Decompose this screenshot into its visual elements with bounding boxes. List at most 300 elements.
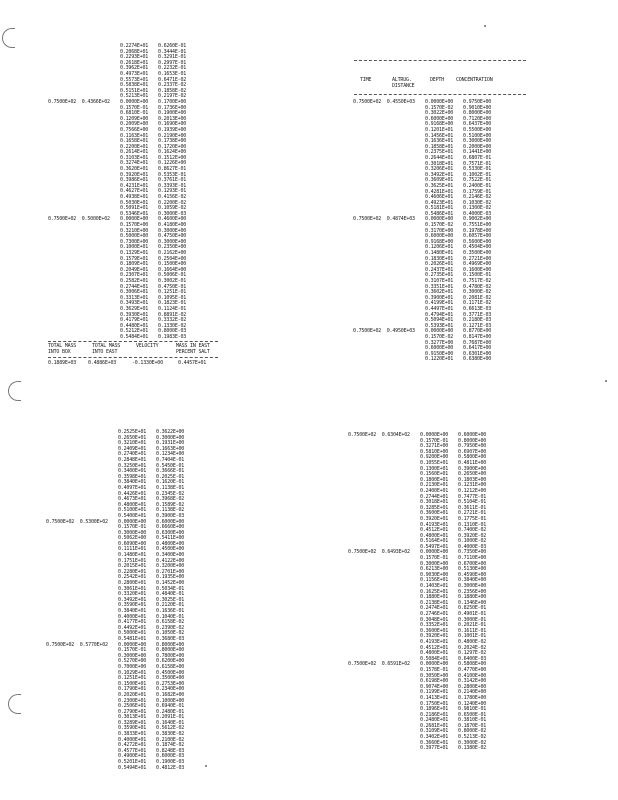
depth-value: 0.3840E+01 xyxy=(118,479,147,486)
concentration-value: 0.1293E-01 xyxy=(158,188,187,195)
concentration-value: 0.3444E-01 xyxy=(158,48,187,55)
concentration-value: 0.2356E+00 xyxy=(458,588,487,595)
depth-value: 0.2138E+01 xyxy=(420,599,449,606)
concentration-value: 0.1000E-02 xyxy=(458,538,487,545)
group-label: 0.7500E+02 0.4950E+03 xyxy=(353,328,415,335)
concentration-value: 0.8627E-01 xyxy=(158,166,187,173)
concentration-value: 0.3000E-02 xyxy=(463,289,492,296)
concentration-value: 0.1226E+00 xyxy=(158,160,187,167)
depth-value: 0.9200E+00 xyxy=(420,454,449,461)
concentration-value: 0.1059E-02 xyxy=(158,205,187,212)
concentration-value: 0.1297E-02 xyxy=(458,650,487,657)
depth-value: 0.3107E+01 xyxy=(425,278,454,284)
depth-value: 0.4800E+01 xyxy=(420,532,449,539)
depth-value: 0.3900E+01 xyxy=(425,294,454,301)
concentration-value: 0.7404E-01 xyxy=(156,456,185,463)
depth-value: 0.5212E+01 xyxy=(120,328,149,335)
concentration-value: 0.1935E+00 xyxy=(156,574,185,581)
depth-value: 0.2200E+01 xyxy=(120,143,149,150)
concentration-value: 0.5104E-01 xyxy=(458,499,487,506)
concentration-value: 0.1380E-02 xyxy=(458,745,487,752)
depth-value: 0.1800E+01 xyxy=(420,476,449,483)
depth-value: 0.5400E+01 xyxy=(118,512,147,519)
concentration-value: 0.6000E+00 xyxy=(156,518,185,525)
depth-value: 0.5494E+01 xyxy=(118,764,147,771)
depth-value: 0.2681E+01 xyxy=(420,722,449,729)
concentration-value: 0.2480E-01 xyxy=(156,708,185,715)
concentration-value: 0.3761E-01 xyxy=(158,177,187,184)
concentration-value: 0.1500E-01 xyxy=(463,272,492,279)
depth-value: 0.2644E+01 xyxy=(425,154,454,161)
concentration-value: 0.6500E-01 xyxy=(458,711,487,718)
concentration-value: 0.1000E+00 xyxy=(156,697,185,704)
depth-value: 0.3289E+01 xyxy=(118,719,147,726)
concentration-value: 0.2081E-02 xyxy=(463,294,492,301)
concentration-value: 0.8000E+00 xyxy=(156,641,185,648)
concentration-value: 0.5034E-01 xyxy=(156,585,185,592)
depth-value: 0.6090E+00 xyxy=(118,540,147,547)
concentration-value: 0.1983E-03 xyxy=(158,333,187,340)
depth-value: 0.4973E+01 xyxy=(120,70,149,77)
depth-value: 0.3277E+00 xyxy=(425,339,454,346)
concentration-value: 0.3025E-01 xyxy=(156,596,185,603)
depth-value: 0.3250E+01 xyxy=(118,462,147,469)
depth-value: 0.5164E+01 xyxy=(420,538,449,545)
concentration-value: 0.1441E+00 xyxy=(463,149,492,156)
concentration-value: 0.9002E+00 xyxy=(463,216,492,223)
concentration-value: 0.3000E+00 xyxy=(158,227,187,234)
concentration-value: 0.1251E-01 xyxy=(158,289,187,296)
depth-value: 0.3000E+00 xyxy=(420,560,449,567)
concentration-value: 0.4100E+00 xyxy=(458,672,487,679)
depth-value: 0.1570E-01 xyxy=(420,555,449,562)
concentration-value: 0.3393E-01 xyxy=(158,182,187,189)
summary-rule xyxy=(48,341,218,342)
depth-value: 0.2015E+01 xyxy=(118,563,147,570)
concentration-value: 0.8770E+00 xyxy=(463,328,492,335)
depth-value: 0.1625E+01 xyxy=(420,588,449,595)
concentration-value: 0.1664E+00 xyxy=(158,266,187,273)
concentration-value: 0.7800E+00 xyxy=(156,652,185,659)
depth-value: 0.3930E+01 xyxy=(120,311,149,318)
depth-value: 0.3602E+01 xyxy=(425,289,454,296)
depth-value: 0.5838E+01 xyxy=(120,82,149,89)
concentration-value: 0.3622E+00 xyxy=(156,429,185,435)
depth-value: 0.5497E+01 xyxy=(420,543,449,550)
depth-value: 0.4193E+01 xyxy=(420,638,449,645)
concentration-value: 0.1600E+00 xyxy=(463,266,492,273)
concentration-value: 0.3002E-01 xyxy=(158,277,187,284)
concentration-value: 0.7522E-01 xyxy=(463,177,492,184)
concentration-value: 0.1611E-01 xyxy=(458,627,487,634)
depth-value: 0.1480E+01 xyxy=(425,250,454,257)
depth-value: 0.4097E+01 xyxy=(118,484,147,491)
concentration-value: 0.4969E+00 xyxy=(463,261,492,268)
depth-value: 0.2009E+00 xyxy=(120,121,149,128)
depth-value: 0.9074E+00 xyxy=(420,683,449,690)
concentration-value: 0.1663E+00 xyxy=(156,445,185,452)
depth-value: 0.3351E+01 xyxy=(425,283,454,290)
binder-ring-top xyxy=(2,28,15,48)
concentration-value: 0.6380E+00 xyxy=(463,356,492,363)
concentration-value: 0.2345E-02 xyxy=(156,490,185,497)
summary-header: TOTAL MASS INTO BOX xyxy=(48,343,77,355)
summary-value: 0.4886E+03 xyxy=(88,360,117,366)
concentration-value: 0.8000E+00 xyxy=(156,647,185,654)
group-label: 0.7500E+02 0.6493E+02 xyxy=(348,549,410,556)
depth-value: 0.5810E+00 xyxy=(420,448,449,455)
depth-value: 0.1896E+01 xyxy=(420,706,449,713)
concentration-value: 0.3830E-02 xyxy=(156,731,185,738)
data-row xyxy=(48,335,198,341)
concentration-value: 0.6417E+00 xyxy=(463,345,492,352)
depth-value: 0.3625E+01 xyxy=(425,182,454,189)
depth-value: 0.2409E+01 xyxy=(118,445,147,452)
concentration-value: 0.7950E+00 xyxy=(458,443,487,450)
concentration-value: 0.2180E-03 xyxy=(463,317,492,324)
concentration-value: 0.1874E-02 xyxy=(156,742,185,749)
concentration-value: 0.1346E+00 xyxy=(458,599,487,606)
depth-value: 0.1570E-02 xyxy=(425,333,454,340)
depth-value: 0.3000E+00 xyxy=(118,529,147,536)
group-label: 0.7500E+02 0.4366E+02 xyxy=(48,98,110,105)
depth-value: 0.4627E+01 xyxy=(120,188,149,195)
depth-value: 0.5062E+00 xyxy=(118,535,147,542)
depth-value: 0.2614E+01 xyxy=(120,149,149,156)
depth-value: 0.3050E+00 xyxy=(420,672,449,679)
depth-value: 0.1329E+01 xyxy=(120,249,149,256)
depth-value: 0.1858E+01 xyxy=(425,143,454,150)
group-label: 0.7500E+02 0.5300E+02 xyxy=(46,518,108,525)
summary-header: TOTAL MASS INTO EAST xyxy=(92,343,121,355)
concentration-value: 0.2753E+00 xyxy=(156,680,185,687)
concentration-value: 0.3200E+00 xyxy=(156,563,185,570)
concentration-value: 0.1931E+00 xyxy=(156,440,185,447)
depth-value: 0.1750E+01 xyxy=(420,700,449,707)
concentration-value: 0.3000E+00 xyxy=(463,138,492,145)
depth-value: 0.3402E+01 xyxy=(420,734,449,741)
concentration-value: 0.7551E+00 xyxy=(463,222,492,229)
depth-value: 0.6000E+00 xyxy=(425,345,454,352)
depth-value: 0.3590E+01 xyxy=(118,725,147,732)
concentration-value: 0.8000E+00 xyxy=(463,110,492,117)
concentration-value: 0.4180E+00 xyxy=(158,222,187,228)
concentration-value: 0.4840E-01 xyxy=(156,591,185,598)
concentration-value: 0.1978E+00 xyxy=(463,227,492,234)
group-label: 0.7500E+02 0.4550E+03 xyxy=(353,99,415,105)
depth-value: 0.5393E+01 xyxy=(425,322,454,329)
depth-value: 0.1413E+01 xyxy=(420,694,449,701)
depth-value: 0.6198E+00 xyxy=(420,678,449,685)
concentration-value: 0.1653E-01 xyxy=(158,70,187,77)
speck xyxy=(205,765,207,767)
concentration-value: 0.4156E-02 xyxy=(158,194,187,201)
depth-value: 0.2068E+01 xyxy=(120,48,149,55)
depth-value: 0.3600E+01 xyxy=(420,510,449,517)
header-rule xyxy=(354,60,526,61)
concentration-value: 0.8147E+00 xyxy=(463,333,492,340)
concentration-value: 0.5130E+00 xyxy=(458,566,487,573)
depth-value: 0.3210E+01 xyxy=(118,440,147,447)
concentration-value: 0.1640E-01 xyxy=(156,719,185,726)
group-label: 0.7500E+02 0.5000E+02 xyxy=(48,216,110,223)
concentration-value: 0.1690E+00 xyxy=(158,121,187,128)
depth-value: 0.2744E+01 xyxy=(120,283,149,290)
depth-value: 0.3018E+01 xyxy=(420,499,449,506)
concentration-value: 0.7477E-01 xyxy=(458,493,487,500)
depth-value: 0.2746E+01 xyxy=(420,611,449,617)
binder-ring-bottom xyxy=(8,694,21,714)
concentration-value: 0.5600E+00 xyxy=(463,238,492,245)
concentration-value: 0.2721E-01 xyxy=(458,510,487,517)
depth-value: 0.2274E+01 xyxy=(120,43,149,49)
concentration-value: 0.3666E-01 xyxy=(156,468,185,475)
depth-value: 0.3986E+01 xyxy=(120,177,149,184)
depth-value: 0.1220E+01 xyxy=(425,356,454,363)
depth-value: 0.3320E+01 xyxy=(118,591,147,598)
depth-value: 0.3285E+01 xyxy=(420,504,449,511)
depth-value: 0.2480E+01 xyxy=(420,717,449,724)
right-top-printout xyxy=(353,100,503,363)
data-row xyxy=(353,357,503,363)
concentration-value: 0.3142E+00 xyxy=(458,678,487,685)
concentration-value: 0.1500E+00 xyxy=(158,261,187,268)
depth-value: 0.4231E+01 xyxy=(120,182,149,189)
concentration-value: 0.1452E+00 xyxy=(156,580,185,587)
concentration-value: 0.4770E+00 xyxy=(458,666,487,673)
summary-value: 0.1889E+03 xyxy=(48,360,77,366)
depth-value: 0.3840E+01 xyxy=(118,608,147,614)
depth-value: 0.2375E+01 xyxy=(425,149,454,156)
depth-value: 0.1570E-01 xyxy=(420,437,449,444)
depth-value: 0.4800E+01 xyxy=(420,650,449,657)
depth-value: 0.3048E+01 xyxy=(420,616,449,623)
depth-value: 0.1570E-02 xyxy=(425,104,454,111)
concentration-value: 0.3400E+00 xyxy=(156,552,185,559)
concentration-value: 0.8250E-01 xyxy=(458,605,487,612)
concentration-value: 0.6301E+00 xyxy=(463,350,492,357)
concentration-value: 0.8000E-03 xyxy=(158,328,187,335)
concentration-value: 0.1234E+00 xyxy=(156,451,185,458)
depth-value: 0.2293E+01 xyxy=(120,54,149,61)
concentration-value: 0.1050E-02 xyxy=(156,630,185,637)
depth-value: 0.4480E+01 xyxy=(120,322,149,329)
concentration-value: 0.2140E+00 xyxy=(458,689,487,696)
depth-value: 0.3598E+01 xyxy=(118,473,147,480)
concentration-value: 0.1775E-01 xyxy=(458,515,487,522)
concentration-value: 0.3840E+00 xyxy=(458,577,487,584)
depth-value: 0.3206E+01 xyxy=(425,166,454,173)
concentration-value: 0.1900E-03 xyxy=(156,759,185,766)
concentration-value: 0.6907E+00 xyxy=(458,448,487,455)
concentration-value: 0.1803E+00 xyxy=(458,476,487,483)
concentration-value: 0.6940E-01 xyxy=(156,703,185,710)
concentration-value: 0.2997E-01 xyxy=(158,59,187,66)
concentration-value: 0.3500E+00 xyxy=(156,675,185,682)
concentration-value: 0.5500E+00 xyxy=(463,126,492,133)
depth-value: 0.0000E+00 xyxy=(425,99,454,105)
column-header: DEPTH xyxy=(430,77,445,83)
concentration-value: 0.5213E-02 xyxy=(458,734,487,741)
depth-value: 0.4179E+01 xyxy=(120,317,149,324)
concentration-value: 0.2100E-02 xyxy=(156,736,185,743)
concentration-value: 0.7350E+00 xyxy=(458,549,487,556)
column-header: CONCENTRATION xyxy=(456,77,493,83)
concentration-value: 0.3771E-03 xyxy=(463,311,492,318)
concentration-value: 0.2120E-01 xyxy=(156,602,185,609)
concentration-value: 0.1624E+00 xyxy=(158,149,187,156)
depth-value: 0.3629E+01 xyxy=(120,305,149,312)
concentration-value: 0.9010E+00 xyxy=(463,104,492,111)
concentration-value: 0.2021E-01 xyxy=(458,622,487,629)
concentration-value: 0.3680E-03 xyxy=(156,635,185,642)
depth-value: 0.5030E+01 xyxy=(120,199,149,206)
group-label: 0.7500E+02 0.4874E+03 xyxy=(353,216,415,223)
depth-value: 0.2735E+01 xyxy=(425,272,454,279)
depth-value: 0.1055E+01 xyxy=(420,459,449,466)
depth-value: 0.3977E+01 xyxy=(420,745,449,752)
concentration-value: 0.1636E-01 xyxy=(156,608,185,614)
concentration-value: 0.1138E-01 xyxy=(156,484,185,491)
concentration-value: 0.3611E-01 xyxy=(458,504,487,511)
depth-value: 0.2740E+01 xyxy=(118,451,147,458)
depth-value: 0.3006E+01 xyxy=(120,289,149,296)
depth-value: 0.3210E+00 xyxy=(120,227,149,234)
concentration-value: 0.2025E-01 xyxy=(156,473,185,480)
concentration-value: 0.2701E+00 xyxy=(156,568,185,575)
depth-value: 0.1456E+01 xyxy=(425,132,454,139)
depth-value: 0.2437E+01 xyxy=(425,266,454,273)
summary-value: 0.4457E+01 xyxy=(178,360,207,366)
concentration-value: 0.4901E-01 xyxy=(458,611,487,617)
depth-value: 0.9030E+00 xyxy=(420,571,449,578)
concentration-value: 0.5612E-02 xyxy=(156,725,185,732)
concentration-value: 0.2232E-01 xyxy=(158,65,187,72)
depth-value: 0.1560E+01 xyxy=(420,471,449,478)
concentration-value: 0.4750E+00 xyxy=(158,233,187,240)
summary-header: VELOCITY xyxy=(136,343,159,349)
depth-value: 0.3660E+01 xyxy=(420,739,449,746)
concentration-value: 0.3000E-03 xyxy=(158,210,187,217)
concentration-value: 0.5411E+00 xyxy=(156,535,185,542)
depth-value: 0.9168E+00 xyxy=(425,238,454,245)
depth-value: 0.4794E+01 xyxy=(425,311,454,318)
depth-value: 0.6810E-01 xyxy=(120,110,149,117)
concentration-value: 0.1330E-02 xyxy=(158,322,187,329)
depth-value: 0.5000E+01 xyxy=(118,630,147,637)
concentration-value: 0.8000E-02 xyxy=(458,728,487,735)
depth-value: 0.1209E+00 xyxy=(120,115,149,122)
depth-value: 0.1251E+01 xyxy=(118,675,147,682)
depth-value: 0.7566E+00 xyxy=(120,126,149,133)
depth-value: 0.4577E+01 xyxy=(118,747,147,754)
concentration-value: 0.2504E+00 xyxy=(158,255,187,262)
concentration-value: 0.4800E-02 xyxy=(458,638,487,645)
depth-value: 0.4497E+01 xyxy=(425,305,454,312)
depth-value: 0.1570E-01 xyxy=(120,104,149,111)
depth-value: 0.1500E+01 xyxy=(118,680,147,687)
depth-value: 0.9150E+00 xyxy=(425,350,454,357)
concentration-value: 0.3291E-01 xyxy=(158,54,187,61)
depth-value: 0.5346E+01 xyxy=(120,210,149,217)
depth-value: 0.1156E+01 xyxy=(420,577,449,584)
concentration-value: 0.7110E+00 xyxy=(458,555,487,562)
depth-value: 0.5100E+01 xyxy=(118,507,147,514)
depth-value: 0.3103E+01 xyxy=(120,154,149,161)
concentration-value: 0.3500E+00 xyxy=(463,250,492,257)
depth-value: 0.7000E+00 xyxy=(118,663,147,670)
depth-value: 0.2300E+01 xyxy=(118,697,147,704)
concentration-value: 0.2024E-02 xyxy=(458,644,487,651)
concentration-value: 0.6471E-02 xyxy=(158,76,187,83)
concentration-value: 0.7400E-02 xyxy=(458,527,487,534)
depth-value: 0.3920E+01 xyxy=(120,171,149,178)
concentration-value: 0.1271E-03 xyxy=(463,322,492,329)
depth-value: 0.2280E+01 xyxy=(118,568,147,575)
concentration-value: 0.7571E-01 xyxy=(463,160,492,167)
concentration-value: 0.1738E+00 xyxy=(158,138,187,145)
depth-value: 0.1636E+01 xyxy=(425,138,454,145)
depth-value: 0.2542E+01 xyxy=(118,574,147,581)
depth-value: 0.5000E+00 xyxy=(120,233,149,240)
depth-value: 0.2582E+01 xyxy=(120,277,149,284)
concentration-value: 0.5330E-01 xyxy=(463,166,492,173)
concentration-value: 0.1124E-01 xyxy=(158,305,187,312)
depth-value: 0.4492E+01 xyxy=(118,624,147,631)
concentration-value: 0.6200E+00 xyxy=(156,658,185,665)
depth-value: 0.4512E+01 xyxy=(420,527,449,534)
depth-value: 0.1570E+00 xyxy=(120,222,149,228)
concentration-value: 0.1870E-01 xyxy=(458,722,487,729)
group-label: 0.7500E+02 0.5770E+02 xyxy=(46,641,108,648)
depth-value: 0.4923E+01 xyxy=(425,199,454,206)
concentration-value: 0.1001E-01 xyxy=(458,633,487,640)
depth-value: 0.1570E-01 xyxy=(118,524,147,531)
depth-value: 0.3170E+00 xyxy=(425,227,454,234)
concentration-value: 0.2146E-02 xyxy=(463,194,492,201)
depth-value: 0.4938E+01 xyxy=(120,194,149,201)
concentration-value: 0.6807E-01 xyxy=(463,154,492,161)
depth-value: 0.0000E+00 xyxy=(118,518,147,525)
depth-value: 0.3492E+01 xyxy=(118,596,147,603)
depth-value: 0.5270E+00 xyxy=(118,658,147,665)
depth-value: 0.3061E+01 xyxy=(118,585,147,592)
depth-value: 0.2186E+01 xyxy=(420,711,449,718)
concentration-value: 0.1095E-01 xyxy=(158,294,187,301)
depth-value: 0.3590E+01 xyxy=(118,602,147,609)
depth-value: 0.2020E+01 xyxy=(118,691,147,698)
depth-value: 0.3962E+01 xyxy=(120,65,149,72)
depth-value: 0.3620E+01 xyxy=(120,166,149,173)
depth-value: 0.1809E+01 xyxy=(120,261,149,268)
depth-value: 0.2506E+01 xyxy=(118,703,147,710)
depth-value: 0.1201E+01 xyxy=(425,126,454,133)
depth-value: 0.3492E+01 xyxy=(425,171,454,178)
depth-value: 0.3609E+01 xyxy=(425,177,454,184)
depth-value: 0.2026E+01 xyxy=(425,261,454,268)
concentration-value: 0.4122E+00 xyxy=(156,557,185,564)
depth-value: 0.4426E+01 xyxy=(118,490,147,497)
concentration-value: 0.6660E+00 xyxy=(156,524,185,531)
depth-value: 0.3352E+01 xyxy=(420,622,449,629)
depth-value: 0.4673E+01 xyxy=(118,496,147,503)
depth-value: 0.7300E+00 xyxy=(120,238,149,245)
depth-value: 0.4177E+01 xyxy=(118,619,147,626)
concentration-value: 0.2200E-02 xyxy=(158,199,187,206)
concentration-value: 0.6000E+00 xyxy=(458,432,487,438)
concentration-value: 0.1512E+00 xyxy=(158,154,187,161)
concentration-value: 0.2390E-02 xyxy=(156,624,185,631)
